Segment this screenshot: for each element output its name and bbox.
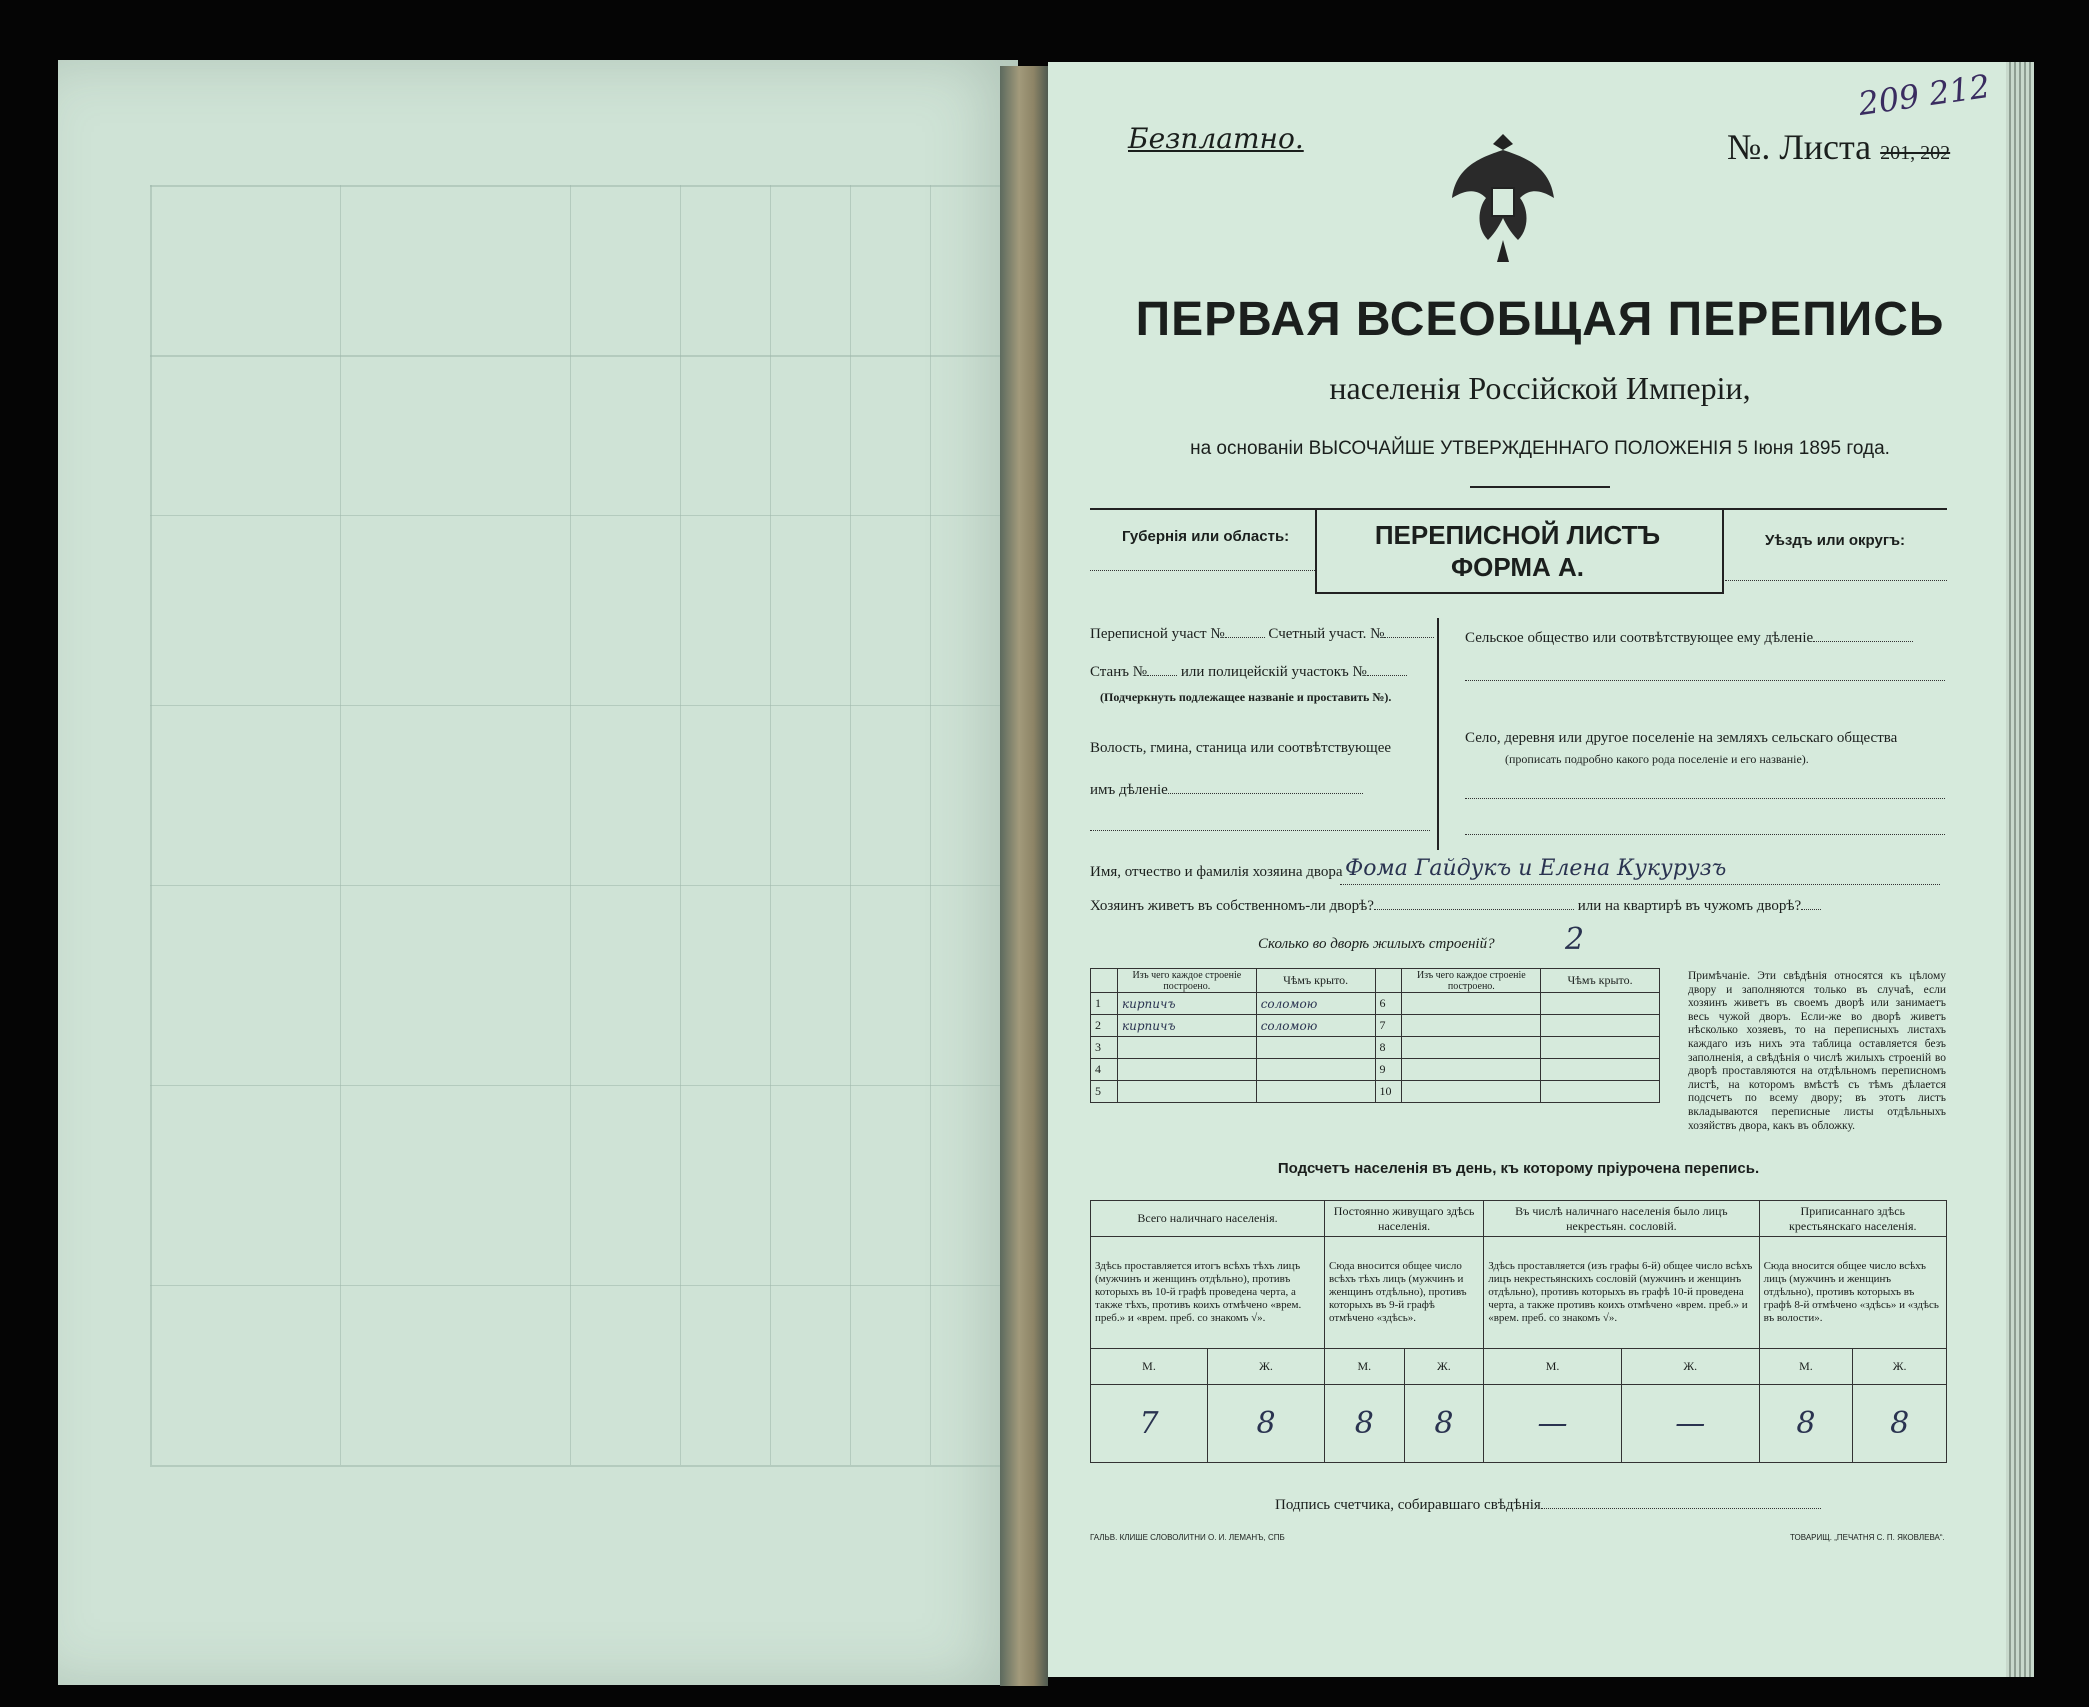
owner-field: Имя, отчество и фамилія хозяина двора	[1090, 864, 1343, 880]
resident-male: 8	[1325, 1385, 1405, 1463]
main-title: ПЕРВАЯ ВСЕОБЩАЯ ПЕРЕПИСЬ	[1135, 293, 1945, 346]
basis-line: на основаніи ВЫСОЧАЙШЕ УТВЕРЖДЕННАГО ПОЛОЖЕНІЯ 5 Іюня 1895 года.	[1190, 438, 1890, 459]
owner-line	[1340, 884, 1940, 885]
governorate-line	[1090, 570, 1315, 571]
footer-left: ГАЛЬВ. КЛИШЕ СЛОВОЛИТНИ О. И. ЛЕМАНЪ, СПБ	[1090, 1533, 1285, 1542]
village-line-2	[1465, 834, 1945, 835]
resident-female: 8	[1404, 1385, 1484, 1463]
owns-yard-field: Хозяинъ живетъ въ собственномъ-ли дворѣ? или на квартирѣ въ чужомъ дворѣ?	[1090, 898, 1821, 915]
village-line	[1465, 798, 1945, 799]
footer-right: ТОВАРИЩ. „ПЕЧАТНЯ С. П. ЯКОВЛЕВА“.	[1790, 1533, 1945, 1542]
pop-head-1: Всего наличнаго населенія.	[1091, 1201, 1325, 1237]
stan-field: Станъ № или полицейскій участокъ №	[1090, 664, 1407, 681]
total-male: 7	[1091, 1385, 1208, 1463]
pop-head-4: Приписаннаго здѣсь крестьянскаго населенія.	[1759, 1201, 1946, 1237]
fields-divider	[1437, 618, 1439, 850]
pop-desc-1: Здѣсь проставляется итогъ всѣхъ тѣхъ лицъ (мужчинъ и женщинъ отдѣльно), противъ которыхъ въ 10-й графѣ проведена черта, а также тѣхъ, противъ коихъ отмѣчено «врем. преб.» и «врем. преб. со знакомъ √».	[1091, 1237, 1325, 1349]
pop-desc-4: Сюда вносится общее число всѣхъ лицъ (мужчинъ и женщинъ отдѣльно), противъ которыхъ въ графѣ 8-й отмѣчено «здѣсь» и «здѣсь въ волости».	[1759, 1237, 1946, 1349]
material-header: Изъ чего каждое строеніе построено.	[1117, 969, 1256, 993]
buildings-value: 2	[1565, 922, 1585, 957]
district-label: Уѣздъ или округъ:	[1765, 532, 1906, 549]
division-line-2	[1090, 830, 1430, 831]
pop-desc-2: Сюда вносится общее число всѣхъ тѣхъ лицъ (мужчинъ и женщинъ отдѣльно), противъ которыхъ въ 9-й графѣ отмѣчено «здѣсь».	[1325, 1237, 1484, 1349]
book-spine	[1000, 66, 1048, 1686]
bleed-through-table	[150, 185, 1000, 1465]
nonpeasant-female: —	[1621, 1385, 1759, 1463]
governorate-label: Губернія или область:	[1122, 528, 1290, 545]
rural-society-field: Сельское общество или соотвѣтствующее ему дѣленіе	[1465, 630, 1913, 647]
free-label: Безплатно.	[1128, 122, 1304, 155]
form-title-line2: ФОРМА А.	[1450, 552, 1585, 582]
roof-header-2: Чѣмъ крыто.	[1541, 969, 1660, 993]
pop-head-2: Постоянно живущаго здѣсь населенія.	[1325, 1201, 1484, 1237]
division-field: имъ дѣленіе	[1090, 782, 1363, 799]
pop-head-3: Въ числѣ наличнаго населенія было лицъ некрестьян. сословій.	[1484, 1201, 1759, 1237]
peasant-female: 8	[1853, 1385, 1947, 1463]
district-line	[1725, 580, 1947, 581]
roof-header: Чѣмъ крыто.	[1256, 969, 1375, 993]
note-text: Примѣчаніе. Эти свѣдѣнія относятся къ цѣлому двору и заполняются только въ случаѣ, если хозяинъ живетъ въ своемъ дворѣ или занимаетъ весь чужой дворъ. Если-же во дворѣ живетъ нѣсколько хозяевъ, то на переписныхъ листахъ каждаго изъ нихъ эта таблица оставляется безъ заполненія, а свѣдѣнія о числѣ жилыхъ строеній во дворѣ проставляются на отдѣльномъ переписномъ листѣ, на которомъ вмѣстѣ съ тѣмъ дѣлается подсчетъ по всему двору; въ этотъ листъ вкладываются переписные листы отдѣльныхъ хозяйствъ двора, какъ въ обложку.	[1688, 970, 1946, 1132]
nonpeasant-male: —	[1484, 1385, 1622, 1463]
subtitle: населенія Россійской Имперіи,	[1329, 370, 1751, 406]
census-section-field: Переписной участ № Счетный участ. №	[1090, 626, 1434, 643]
coat-of-arms-icon	[1448, 128, 1558, 268]
village-field: Село, деревня или другое поселеніе на земляхъ сельскаго общества	[1465, 730, 1898, 746]
buildings-field: Сколько во дворѣ жилыхъ строеній?	[1258, 936, 1495, 952]
population-title: Подсчетъ населенія въ день, къ которому пріурочена перепись.	[1277, 1160, 1760, 1177]
total-female: 8	[1207, 1385, 1324, 1463]
sheet-number-handwritten: 209 212	[1855, 66, 1993, 124]
page-edges	[2006, 62, 2034, 1677]
owner-value: Фома Гайдукъ и Елена Кукурузъ	[1345, 856, 1727, 881]
peasant-male: 8	[1759, 1385, 1853, 1463]
form-title-line1: ПЕРЕПИСНОЙ ЛИСТЪ	[1374, 520, 1661, 550]
population-table: Всего наличнаго населенія. Постоянно живущаго здѣсь населенія. Въ числѣ наличнаго населенія было лицъ некрестьян. сословій. Приписаннаго здѣсь крестьянскаго населенія. Здѣсь проставляется итогъ всѣхъ тѣхъ лицъ (мужчинъ и женщинъ отдѣльно), противъ которыхъ въ 10-й графѣ проведена черта, а также тѣхъ, противъ коихъ отмѣчено «врем. преб.» и «врем. преб. со знакомъ √». Сюда вносится общее число всѣхъ тѣхъ лицъ (мужчинъ и женщинъ отдѣльно), противъ которыхъ въ 9-й графѣ отмѣчено «здѣсь». Здѣсь проставляется (изъ графы 6-й) общее число всѣхъ лицъ некрестьянскихъ сословій (мужчинъ и женщинъ отдѣльно), противъ которыхъ въ графѣ 10-й проведена черта, а также противъ коихъ отмѣчено «врем. преб.» и «врем. преб. со знакомъ √». Сюда вносится общее число всѣхъ лицъ (мужчинъ и женщинъ отдѣльно), противъ которыхъ въ графѣ 8-й отмѣчено «здѣсь» и «здѣсь въ волости». М. Ж. М. Ж. М. Ж. М. Ж. 7 8 8 8 — — 8 8	[1090, 1200, 1947, 1463]
buildings-table: Изъ чего каждое строеніе построено. Чѣмъ крыто. Изъ чего каждое строеніе построено. Чѣмъ крыто. 1 кирпичъ соломою 6 2 кирпичъ соломою 7 3 8 4 9 5 10	[1090, 968, 1660, 1103]
underline-note: (Подчеркнуть подлежащее названіе и проставить №).	[1100, 690, 1392, 704]
sheet-number-label: №. Листа 201, 202	[1727, 127, 1951, 167]
rural-society-line	[1465, 680, 1945, 681]
volost-field: Волость, гмина, станица или соотвѣтствующее	[1090, 740, 1392, 756]
village-note: (прописать подробно какого рода поселеніе и его названіе).	[1505, 752, 1809, 766]
pop-desc-3: Здѣсь проставляется (изъ графы 6-й) общее число всѣхъ лицъ некрестьянскихъ сословій (мужчинъ и женщинъ отдѣльно), противъ которыхъ въ графѣ 10-й проведена черта, а также противъ коихъ отмѣчено «врем. преб.» и «врем. преб. со знакомъ √».	[1484, 1237, 1759, 1349]
signature-field: Подпись счетчика, собиравшаго свѣдѣнія	[1275, 1497, 1821, 1514]
ornament-divider	[1470, 486, 1610, 488]
material-header-2: Изъ чего каждое строеніе построено.	[1402, 969, 1541, 993]
